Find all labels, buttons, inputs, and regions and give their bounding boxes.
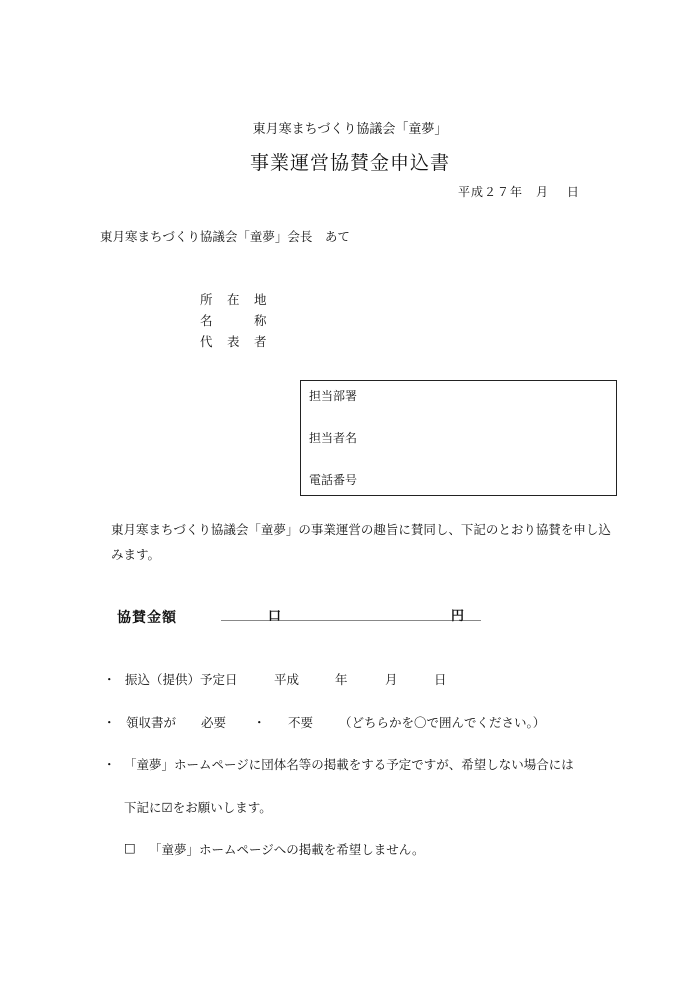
- receipt-label: 領収書が: [126, 715, 177, 730]
- receipt-needed-option: 必要: [201, 715, 227, 730]
- receipt-separator: ・: [253, 715, 266, 730]
- department-label: 担当部署: [309, 389, 358, 403]
- form-title: 事業運営協賛金申込書: [249, 152, 450, 174]
- address-field-label: 所 在 地: [200, 292, 268, 307]
- receipt-instruction: （どちらかを〇で囲んでください。）: [339, 715, 546, 730]
- amount-box-glyph: 口: [268, 609, 282, 624]
- contact-box: [300, 380, 617, 496]
- amount-underline: [221, 620, 481, 621]
- organization-header: 東月寒まちづくり協議会「童夢」: [252, 122, 448, 137]
- application-date: 平成２７年 月 日: [458, 185, 580, 199]
- addressee: 東月寒まちづくり協議会「童夢」会長 あて: [100, 229, 350, 244]
- name-field-label: 名 称: [200, 313, 268, 328]
- transfer-year: 年: [335, 672, 348, 687]
- transfer-date-label: 振込（提供）予定日: [125, 672, 238, 687]
- contact-person-label: 担当者名: [309, 431, 358, 445]
- amount-unit: 円: [451, 609, 465, 624]
- intro-statement: 東月寒まちづくり協議会「童夢」の事業運営の趣旨に賛同し、下記のとおり協賛を申し込みます。: [111, 522, 611, 562]
- bullet: ・: [103, 757, 116, 772]
- bullet: ・: [103, 672, 116, 687]
- transfer-era: 平成: [274, 672, 300, 687]
- homepage-instruction: 下記に☑をお願いします。: [124, 800, 272, 815]
- opt-out-label: 「童夢」ホームページへの掲載を希望しません。: [149, 842, 425, 857]
- opt-out-checkbox[interactable]: □: [124, 840, 136, 855]
- transfer-day: 日: [434, 672, 447, 687]
- receipt-not-needed-option: 不要: [288, 715, 314, 730]
- homepage-notice: 「童夢」ホームページに団体名等の掲載をする予定ですが、希望しない場合には: [124, 757, 574, 772]
- amount-label: 協賛金額: [117, 610, 177, 626]
- representative-field-label: 代 表 者: [200, 334, 268, 349]
- bullet: ・: [103, 715, 116, 730]
- phone-number-label: 電話番号: [309, 473, 358, 487]
- transfer-month: 月: [385, 672, 398, 687]
